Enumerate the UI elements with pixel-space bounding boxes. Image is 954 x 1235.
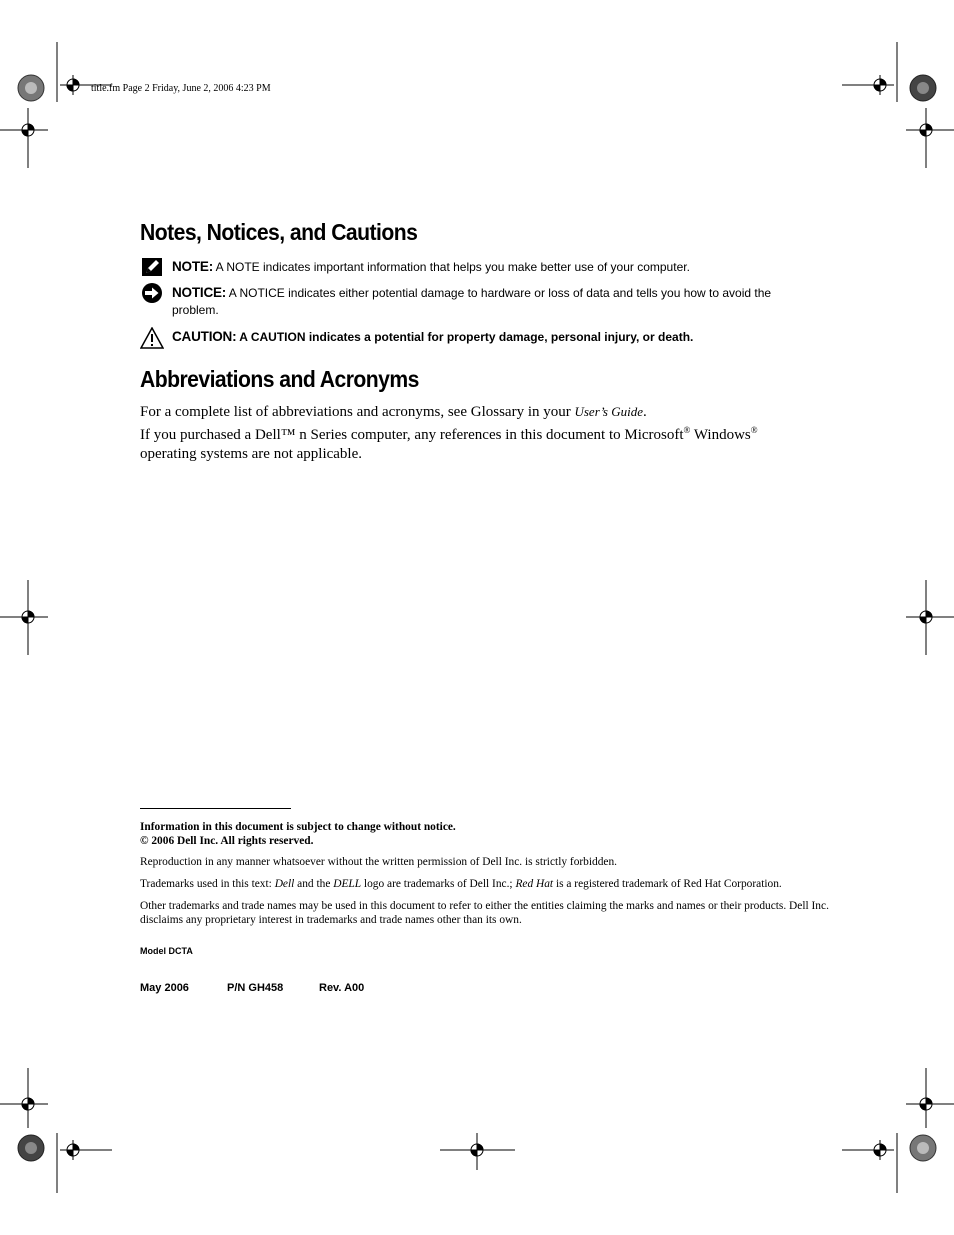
crop-marks	[0, 42, 954, 1193]
notice-arrow-icon	[140, 283, 164, 305]
footnote-rule	[140, 808, 291, 809]
other-trademarks-notice: Other trademarks and trade names may be used in this document to refer to either the entities claiming the marks and names or their products. Dell Inc. disclaims any proprietary interest in trademarks and trade names other than its own.	[140, 900, 829, 926]
registered-mark: ®	[750, 425, 758, 435]
note-admonition	[140, 258, 800, 276]
trademark-notice	[140, 877, 860, 891]
pencil-icon	[140, 257, 164, 279]
windows-text: Windows	[690, 427, 751, 443]
n-series-text-end: operating systems are not applicable.	[140, 446, 363, 462]
page-slug: title.fm Page 2 Friday, June 2, 2006 4:23 PM	[91, 83, 271, 94]
trademark-text: logo are trademarks of Dell Inc.;	[361, 878, 516, 890]
caution-label: CAUTION:	[172, 329, 237, 344]
legal-notice	[140, 820, 860, 848]
section-heading-abbreviations: Abbreviations and Acronyms	[140, 366, 419, 392]
trademark-text: and the	[294, 878, 334, 890]
copyright-line: © 2006 Dell Inc. All rights reserved.	[140, 835, 314, 847]
users-guide-reference: User’s Guide	[574, 404, 643, 419]
n-series-text: If you purchased a Dell™ n Series computer, any references in this document to Microsoft	[140, 427, 684, 443]
warning-triangle-icon	[140, 327, 164, 349]
glossary-text-end: .	[642, 404, 647, 420]
notice-admonition	[140, 284, 800, 319]
n-series-paragraph	[140, 426, 800, 464]
trademark-dell-logo: DELL	[333, 878, 362, 890]
caution-admonition	[140, 328, 800, 346]
notice-text: A NOTICE indicates either potential damage to hardware or loss of data and tells you how to avoid the problem.	[172, 286, 772, 317]
reproduction-notice: Reproduction in any manner whatsoever without the written permission of Dell Inc. is strictly forbidden.	[140, 856, 618, 868]
note-text: A NOTE indicates important information that helps you make better use of your computer.	[213, 260, 690, 274]
model-number: Model DCTA	[140, 946, 193, 956]
glossary-text: For a complete list of abbreviations and acronyms, see Glossary in your	[140, 404, 575, 420]
caution-text: A CAUTION indicates a potential for property damage, personal injury, or death.	[236, 330, 694, 344]
glossary-paragraph	[140, 402, 800, 422]
trademark-redhat: Red Hat	[515, 878, 554, 890]
trademark-text: Trademarks used in this text:	[140, 878, 275, 890]
part-number: P/N GH458	[227, 982, 284, 994]
revision: Rev. A00	[319, 982, 365, 994]
trademark-dell: Dell	[274, 878, 295, 890]
change-notice: Information in this document is subject to change without notice.	[140, 821, 456, 833]
notice-label: NOTICE:	[172, 285, 227, 300]
publication-date: May 2006	[140, 982, 189, 994]
note-label: NOTE:	[172, 259, 213, 274]
registered-mark: ®	[683, 425, 691, 435]
trademark-text: is a registered trademark of Red Hat Corporation.	[553, 878, 782, 890]
section-heading-notes: Notes, Notices, and Cautions	[140, 219, 418, 245]
